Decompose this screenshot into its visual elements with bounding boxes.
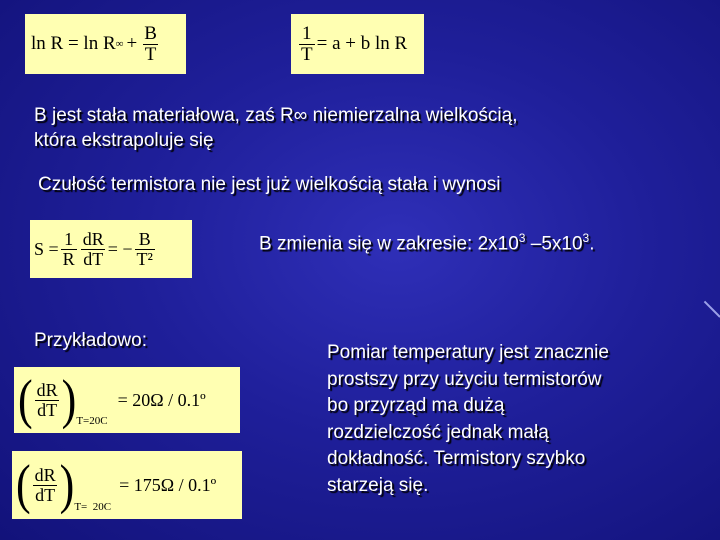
text-example: Przykładowo: <box>34 330 147 351</box>
conclusion-line: dokładność. Termistory szybko <box>327 448 586 469</box>
formula-sub-inf: ∞ <box>115 38 124 50</box>
formula-lhs: ln R = ln R <box>31 33 116 54</box>
var-b: B <box>259 233 272 255</box>
formula-example-1 <box>14 367 240 433</box>
inf-symbol: ∞ <box>293 105 308 126</box>
formula-sensitivity <box>30 220 192 278</box>
fraction-denominator: T <box>144 43 157 65</box>
formula-value: = 20Ω / 0.1º <box>117 389 206 410</box>
exponent: 3 <box>582 231 590 245</box>
conclusion-line: bo przyrząd ma dużą <box>327 395 505 416</box>
fraction-dr-dt <box>35 381 60 420</box>
formula-plus: + <box>126 33 138 54</box>
fraction-denominator: T <box>301 43 313 65</box>
formula-fraction <box>299 24 315 65</box>
fraction-denominator: T² <box>136 248 153 269</box>
text-conclusion <box>327 340 609 499</box>
text-part: –5x10 <box>525 233 583 255</box>
formula-rhs: = a + b ln R <box>316 33 408 54</box>
formula-example-2 <box>12 451 242 519</box>
fraction-numerator: dR <box>36 379 58 400</box>
fraction-dr-dt <box>33 466 58 505</box>
formula-value: = 175Ω / 0.1º <box>119 474 217 495</box>
paren-close: ) <box>61 368 77 430</box>
text-sensitivity: Czułość termistora nie jest już wielkością stała i wynosi <box>38 174 501 195</box>
condition-subscript: T= 20C <box>74 501 112 513</box>
paren-open: ( <box>18 368 33 430</box>
fraction-numerator: dR <box>82 228 104 249</box>
text-part: . <box>589 233 595 255</box>
fraction-denominator: dT <box>83 248 104 269</box>
text-line2: która ekstrapoluje się <box>34 130 214 151</box>
conclusion-line: starzeją się. <box>327 474 429 496</box>
conclusion-line: rozdzielczość jednak małą <box>327 421 549 443</box>
fraction-denominator: dT <box>37 399 58 420</box>
formula-fraction <box>142 24 159 65</box>
fraction-numerator: 1 <box>302 22 312 44</box>
formula-ln-r <box>25 14 186 74</box>
text-part: zmienia się w zakresie: 2x10 <box>271 233 519 255</box>
text-part: jest stała materiałowa, zaś R <box>46 105 294 126</box>
var-b: B <box>34 105 47 126</box>
paren-close: ) <box>59 453 75 515</box>
fraction-numerator: B <box>138 228 151 249</box>
paren-open: ( <box>16 453 31 515</box>
conclusion-line: prostszy przy użyciu termistorów <box>327 368 602 390</box>
condition-subscript: T=20C <box>76 415 108 427</box>
fraction-numerator: dR <box>34 464 56 485</box>
text-b-material-constant <box>34 103 674 153</box>
fraction-numerator: B <box>144 22 157 44</box>
fraction-1-over-r <box>61 230 77 269</box>
text-b-range <box>259 231 595 255</box>
fraction-dr-dt <box>81 230 106 269</box>
exponent: 3 <box>518 231 526 245</box>
fraction-denominator: dT <box>35 484 56 505</box>
decorative-line <box>704 301 720 318</box>
conclusion-line: Pomiar temperatury jest znacznie <box>327 342 609 363</box>
formula-eq-minus: = − <box>107 238 133 259</box>
text-part: niemierzalna wielkością, <box>307 105 518 126</box>
fraction-b-over-t2 <box>135 230 155 269</box>
formula-inverse-t <box>291 14 424 74</box>
formula-s: S = <box>34 238 59 259</box>
fraction-numerator: 1 <box>64 228 74 249</box>
fraction-denominator: R <box>62 248 75 269</box>
